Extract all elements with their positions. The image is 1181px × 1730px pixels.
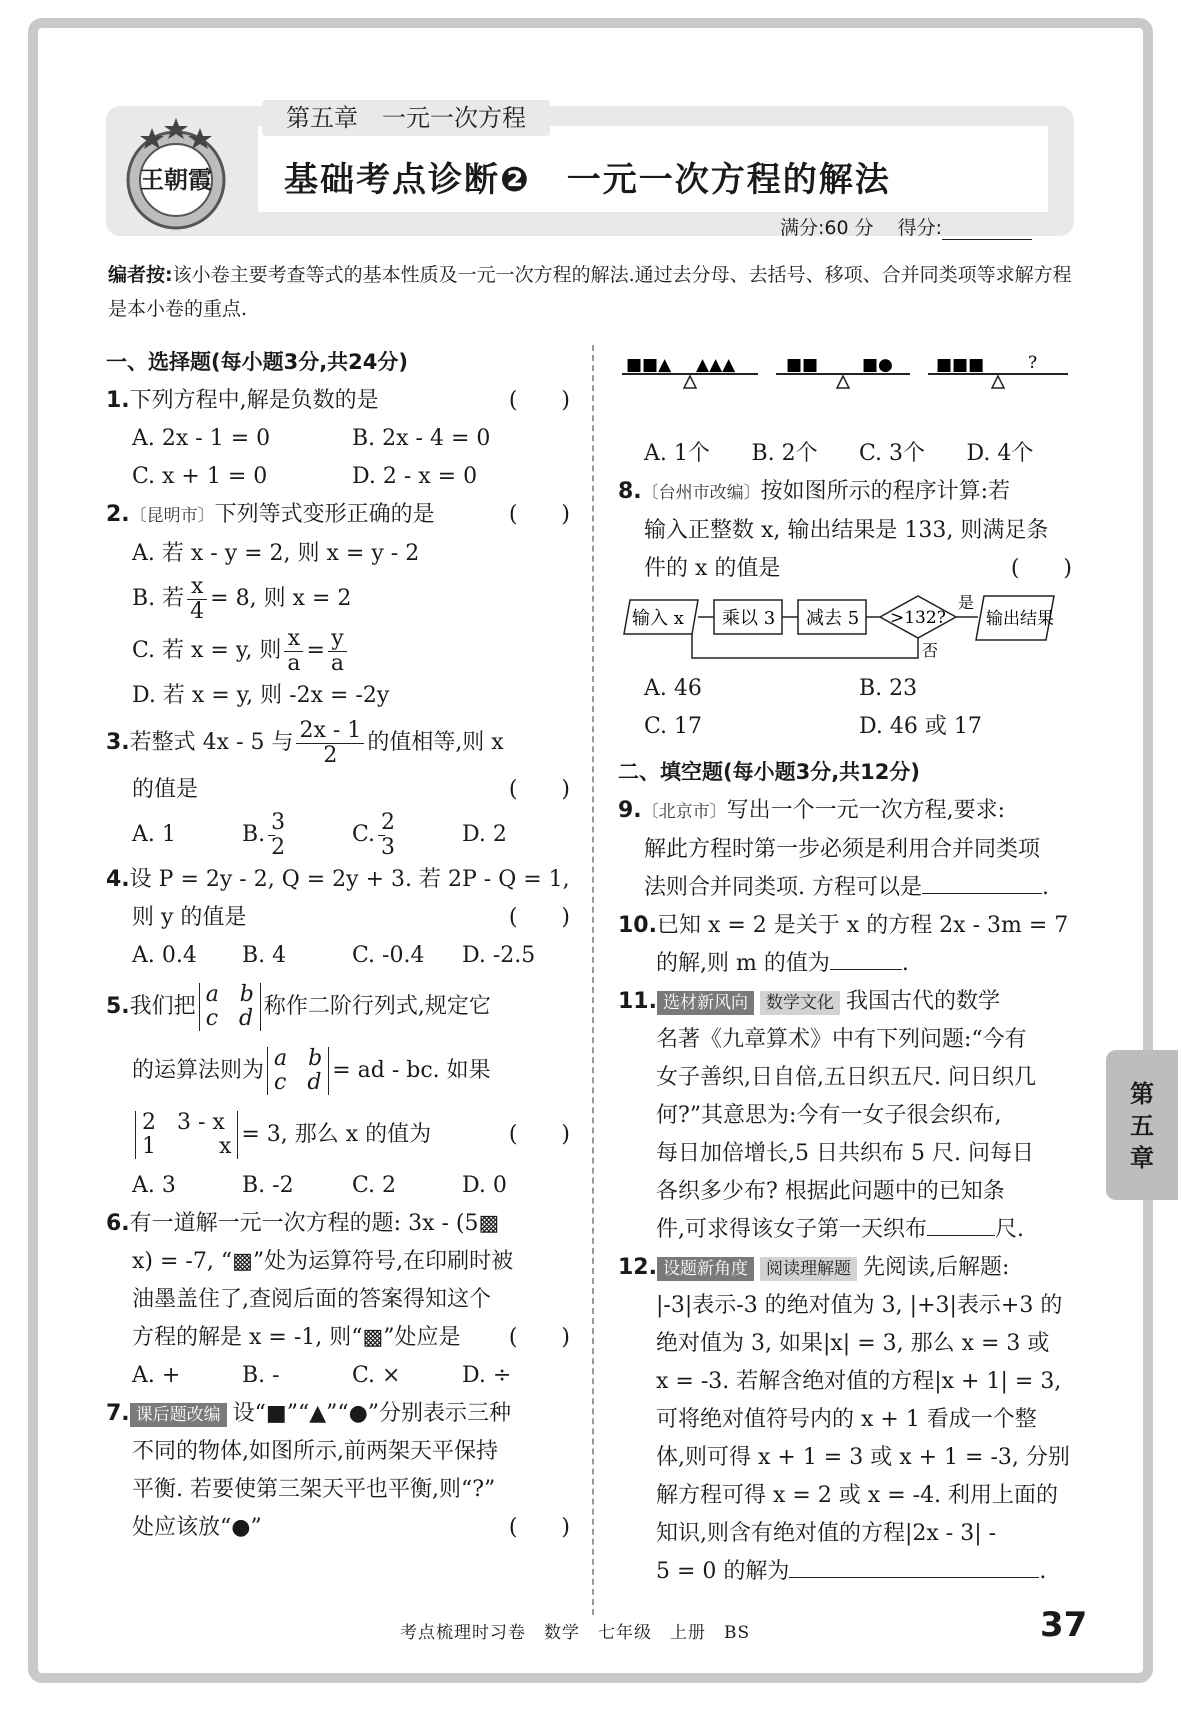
- answer-paren[interactable]: ( ): [508, 1122, 570, 1147]
- option-d[interactable]: D. 46 或 17: [859, 714, 982, 739]
- answer-paren[interactable]: ( ): [508, 502, 570, 527]
- determinant: [135, 1111, 238, 1159]
- question-text: 法则合并同类项. 方程可以是: [644, 875, 922, 900]
- question-text: 按如图所示的程序计算:若: [760, 479, 1011, 504]
- question-text: 的解,则 m 的值为: [656, 951, 830, 976]
- editor-note-label: 编者按:: [108, 264, 173, 286]
- det-entry: a: [205, 982, 219, 1007]
- det-entry: d: [307, 1070, 322, 1095]
- question-text: 解此方程时第一步必须是利用合并同类项: [644, 837, 1041, 862]
- question-tag: 选材新风向: [657, 991, 754, 1015]
- numerator: x: [284, 627, 303, 652]
- question-text: 油墨盖住了,查阅后面的答案得知这个: [132, 1287, 491, 1312]
- answer-blank[interactable]: [927, 1214, 995, 1236]
- question-number: 4.: [106, 867, 130, 892]
- option-b-prefix: B.: [242, 822, 266, 847]
- denominator: 2: [323, 742, 338, 768]
- question-text: 设“■”“▲”“●”分别表示三种: [232, 1401, 512, 1426]
- option-b-prefix: B. 若: [132, 586, 185, 611]
- question-7: [106, 1395, 572, 1433]
- option-d[interactable]: D. 2: [462, 822, 507, 847]
- option-a[interactable]: A. 0.4: [132, 943, 197, 968]
- options-7: [618, 435, 1074, 473]
- option-c[interactable]: [106, 625, 572, 677]
- flow-multiply-label: 乘以 3: [722, 608, 776, 629]
- option-d[interactable]: D. 4个: [966, 441, 1034, 466]
- det-entry: c: [205, 1006, 219, 1031]
- option-b-suffix: = 8, 则 x = 2: [210, 586, 352, 611]
- fraction: [328, 627, 347, 676]
- question-text: = 3, 那么 x 的值为: [241, 1122, 432, 1147]
- question-text: 解方程可得 x = 2 或 x = -4. 利用上面的: [656, 1483, 1059, 1508]
- footer-text: 考点梳理时习卷 数学 七年级 上册 BS: [400, 1623, 751, 1643]
- question-source: 〔台州市改编〕: [641, 483, 761, 503]
- question-9-line3: 法则合并同类项. 方程可以是 .: [618, 869, 1074, 907]
- det-entry: x: [218, 1134, 232, 1159]
- question-text: = ad - bc. 如果: [332, 1058, 491, 1083]
- option-c[interactable]: C. x + 1 = 0: [132, 464, 268, 489]
- option-b[interactable]: B. 4: [242, 943, 287, 968]
- fraction: [284, 627, 303, 676]
- denominator: 2: [271, 834, 286, 860]
- determinant: [267, 1047, 329, 1095]
- option-d[interactable]: D. -2.5: [462, 943, 536, 968]
- question-11-line7: [618, 1211, 1074, 1249]
- question-8-line3: [618, 550, 1074, 588]
- numerator: y: [328, 627, 347, 652]
- denominator: 4: [190, 598, 205, 624]
- answer-blank[interactable]: [789, 1556, 1039, 1578]
- question-text: 设 P = 2y - 2, Q = 2y + 3. 若 2P - Q = 1,: [129, 867, 570, 892]
- answer-paren[interactable]: ( ): [508, 905, 570, 930]
- question-7-line4: [106, 1509, 572, 1547]
- fraction: [296, 719, 364, 768]
- option-a[interactable]: A. 46: [644, 676, 702, 701]
- option-a[interactable]: A. 1: [132, 822, 176, 847]
- option-b[interactable]: B. -: [242, 1363, 280, 1388]
- question-text: 处应该放“●”: [132, 1515, 262, 1540]
- option-d[interactable]: D. ÷: [462, 1363, 512, 1388]
- question-12-line9: 5 = 0 的解为 .: [618, 1553, 1074, 1591]
- question-text: 何?”其意思为:今有一女子很会织布,: [656, 1103, 1002, 1128]
- question-1: [106, 382, 572, 420]
- program-flowchart: [618, 592, 1074, 670]
- answer-paren[interactable]: ( ): [508, 1325, 570, 1350]
- option-a[interactable]: A. 3: [132, 1173, 176, 1198]
- numerator: 3: [268, 811, 275, 836]
- question-number: 10.: [618, 913, 657, 938]
- question-source: 〔昆明市〕: [129, 506, 215, 526]
- flow-decision-label: >132?: [890, 608, 946, 628]
- det-entry: 2: [142, 1110, 156, 1135]
- question-10-line2: 的解,则 m 的值为 .: [618, 945, 1074, 983]
- balance-left-pan: ■■■: [936, 355, 985, 375]
- left-column: [106, 342, 572, 1547]
- question-text: 写出一个一元一次方程,要求:: [726, 798, 1006, 823]
- balance-scale-3: [928, 353, 1068, 388]
- question-number: 9.: [618, 798, 642, 823]
- option-a[interactable]: A. 若 x - y = 2, 则 x = y - 2: [132, 541, 420, 566]
- answer-paren[interactable]: ( ): [508, 388, 570, 413]
- question-number: 3.: [106, 730, 130, 755]
- det-entry: 1: [142, 1134, 156, 1159]
- question-number: 2.: [106, 502, 130, 527]
- question-text: 则 y 的值是: [132, 905, 247, 930]
- question-tag: 数学文化: [760, 991, 840, 1015]
- question-tag: 设题新角度: [657, 1257, 754, 1281]
- question-text: 的值相等,则 x: [367, 730, 504, 755]
- flow-input-label: 输入 x: [632, 608, 684, 629]
- answer-paren[interactable]: ( ): [508, 1515, 570, 1540]
- option-b[interactable]: B. 2x - 4 = 0: [352, 426, 491, 451]
- option-c[interactable]: C. 17: [644, 714, 703, 739]
- question-text: 有一道解一元一次方程的题: 3x - (5▩: [129, 1211, 500, 1236]
- balance-scale-2: [776, 355, 910, 388]
- question-text: 下列方程中,解是负数的是: [129, 388, 379, 413]
- question-text: 我们把: [129, 994, 196, 1019]
- options-1: [106, 420, 572, 496]
- question-number: 12.: [618, 1255, 657, 1280]
- question-5-line2: [106, 1039, 572, 1103]
- question-text: 我国古代的数学: [845, 989, 1000, 1014]
- question-6: [106, 1205, 572, 1243]
- chapter-label: 第五章 一元一次方程: [262, 100, 550, 136]
- section-heading-choice: 一、选择题(每小题3分,共24分): [106, 350, 409, 374]
- question-text: 各织多少布? 根据此问题中的已知条: [656, 1179, 1005, 1204]
- question-text: |-3|表示-3 的绝对值为 3, |+3|表示+3 的: [656, 1293, 1063, 1318]
- question-text: x) = -7, “▩”处为运算符号,在印刷时被: [132, 1249, 514, 1274]
- fraction: [268, 811, 296, 860]
- question-text: 件的 x 的值是: [644, 556, 781, 581]
- question-text: 可将绝对值符号内的 x + 1 看成一个整: [656, 1407, 1037, 1432]
- question-6-line4: [106, 1319, 572, 1357]
- options-8: [618, 670, 1074, 746]
- side-tab-label: 第五章: [1130, 1080, 1154, 1172]
- denominator: 3: [381, 834, 396, 860]
- options-4: [106, 937, 572, 975]
- balance-left-pan: ■■▲: [626, 355, 672, 375]
- question-source: 〔北京市〕: [641, 802, 727, 822]
- option-c[interactable]: [352, 809, 462, 861]
- answer-paren[interactable]: ( ): [508, 777, 570, 802]
- det-entry: a: [274, 1046, 288, 1071]
- flow-loop-back-line: [692, 634, 918, 658]
- flow-yes-label: 是: [958, 593, 975, 612]
- editor-note: [108, 258, 1074, 326]
- question-text: 5 = 0 的解为: [656, 1559, 790, 1584]
- question-5: [106, 975, 572, 1039]
- score-label: 得分:: [897, 217, 943, 239]
- question-text: 体,则可得 x + 1 = 3 或 x + 1 = -3, 分别: [656, 1445, 1070, 1470]
- question-number: 7.: [106, 1401, 130, 1426]
- flow-no-label: 否: [922, 641, 939, 660]
- question-text: 每日加倍增长,5 日共织布 5 尺. 问每日: [656, 1141, 1034, 1166]
- option-b[interactable]: B. 2个: [751, 441, 818, 466]
- score-blank[interactable]: [942, 224, 1032, 240]
- balance-right-pan: ?: [1028, 353, 1038, 373]
- question-8: [618, 473, 1074, 512]
- option-d[interactable]: D. 0: [462, 1173, 507, 1198]
- question-tag: 阅读理解题: [760, 1257, 857, 1281]
- option-c[interactable]: C. 2: [352, 1173, 397, 1198]
- option-b[interactable]: B. -2: [242, 1173, 294, 1198]
- det-entry: 3 - x: [176, 1110, 225, 1135]
- question-text: 的运算法则为: [132, 1058, 265, 1083]
- question-text: 绝对值为 3, 如果|x| = 3, 那么 x = 3 或: [656, 1331, 1050, 1356]
- det-entry: d: [239, 1006, 254, 1031]
- score-line: [780, 213, 1032, 240]
- question-number: 8.: [618, 479, 642, 504]
- options-3: [106, 809, 572, 861]
- question-text: 称作二阶行列式,规定它: [263, 994, 491, 1019]
- options-6: [106, 1357, 572, 1395]
- question-3-line2: [106, 771, 572, 809]
- balance-scales-figure: [618, 342, 1074, 422]
- question-text: 下列等式变形正确的是: [214, 502, 435, 527]
- balance-scale-1: [622, 355, 758, 388]
- question-text: 先阅读,后解题:: [862, 1255, 1010, 1280]
- question-number: 5.: [106, 994, 130, 1019]
- option-c-prefix: C.: [352, 822, 376, 847]
- fraction: [187, 575, 207, 624]
- denominator: a: [330, 650, 345, 676]
- svg-text:王朝霞: 王朝霞: [140, 165, 212, 194]
- question-4: [106, 861, 572, 899]
- answer-paren[interactable]: ( ): [1010, 556, 1072, 581]
- question-text: 件,可求得该女子第一天织布: [656, 1217, 927, 1242]
- flow-output-label: 输出结果: [986, 609, 1054, 629]
- question-4-line2: [106, 899, 572, 937]
- answer-blank[interactable]: [922, 872, 1042, 894]
- question-text: 名著《九章算术》中有下列问题:“今有: [656, 1027, 1027, 1052]
- column-divider: [592, 345, 594, 1615]
- option-b[interactable]: B. 23: [859, 676, 918, 701]
- section-heading-fill: 二、填空题(每小题3分,共12分): [618, 760, 921, 784]
- question-number: 11.: [618, 989, 657, 1014]
- editor-note-text: 该小卷主要考查等式的基本性质及一元一次方程的解法.通过去分母、去括号、移项、合并同类项等求解方程是本小卷的重点.: [108, 264, 1072, 320]
- numerator: x: [187, 575, 207, 600]
- det-entry: c: [274, 1070, 287, 1095]
- question-12: [618, 1249, 1074, 1287]
- question-5-line3: [106, 1103, 572, 1167]
- right-column: [618, 342, 1074, 1591]
- question-text: 女子善织,日自倍,五日织五尺. 问日织几: [656, 1065, 1036, 1090]
- question-text: 输入正整数 x, 输出结果是 133, 则满足条: [644, 518, 1049, 543]
- chapter-side-tab[interactable]: [1106, 1050, 1178, 1200]
- question-number: 6.: [106, 1211, 130, 1236]
- brand-logo: [112, 114, 242, 232]
- option-b[interactable]: [242, 809, 352, 861]
- question-text: 若整式 4x - 5 与: [129, 730, 294, 755]
- question-text: x = -3. 若解含绝对值的方程|x + 1| = 3,: [656, 1369, 1062, 1394]
- question-text: 知识,则含有绝对值的方程|2x - 3| -: [656, 1521, 997, 1546]
- question-text: 不同的物体,如图所示,前两架天平保持: [132, 1439, 498, 1464]
- question-9: [618, 792, 1074, 831]
- question-text: 平衡. 若要使第三架天平也平衡,则“?”: [132, 1477, 496, 1502]
- determinant: [199, 983, 261, 1031]
- option-a[interactable]: A. +: [132, 1363, 181, 1388]
- question-text: 方程的解是 x = -1, 则“▩”处应是: [132, 1325, 461, 1350]
- question-3: [106, 715, 572, 771]
- page-title: 基础考点诊断❷ 一元一次方程的解法: [284, 160, 891, 200]
- balance-right-pan: ■●: [862, 355, 893, 375]
- answer-blank[interactable]: [830, 948, 902, 970]
- balance-left-pan: ■■: [786, 355, 819, 375]
- option-c[interactable]: C. ×: [352, 1363, 401, 1388]
- question-tag: 课后题改编: [130, 1403, 227, 1427]
- question-number: 1.: [106, 388, 130, 413]
- option-d[interactable]: D. 若 x = y, 则 -2x = -2y: [132, 683, 390, 708]
- option-a[interactable]: A. 2x - 1 = 0: [132, 426, 271, 451]
- balance-right-pan: ▲▲▲: [696, 355, 736, 375]
- question-2: [106, 496, 572, 535]
- full-score: 满分:60 分: [780, 217, 874, 239]
- denominator: a: [287, 650, 301, 676]
- det-entry: b: [239, 982, 254, 1007]
- option-c[interactable]: C. -0.4: [352, 943, 425, 968]
- question-text: 已知 x = 2 是关于 x 的方程 2x - 3m = 7: [656, 913, 1069, 938]
- equals-sign: =: [306, 638, 325, 663]
- option-b[interactable]: [106, 573, 572, 625]
- det-entry: b: [308, 1046, 323, 1071]
- numerator: 2x - 1: [296, 719, 364, 744]
- question-10: [618, 907, 1074, 945]
- numerator: 2: [378, 811, 385, 836]
- flow-subtract-label: 减去 5: [806, 608, 860, 629]
- question-11: [618, 983, 1074, 1021]
- unit-label: 尺.: [995, 1217, 1024, 1242]
- option-a[interactable]: A. 1个: [644, 441, 710, 466]
- option-c[interactable]: C. 3个: [859, 441, 926, 466]
- question-text: 的值是: [132, 777, 199, 802]
- options-5: [106, 1167, 572, 1205]
- option-d[interactable]: D. 2 - x = 0: [352, 464, 478, 489]
- option-c-prefix: C. 若 x = y, 则: [132, 638, 282, 663]
- page-number: 37: [1040, 1605, 1088, 1645]
- fraction: [378, 811, 406, 860]
